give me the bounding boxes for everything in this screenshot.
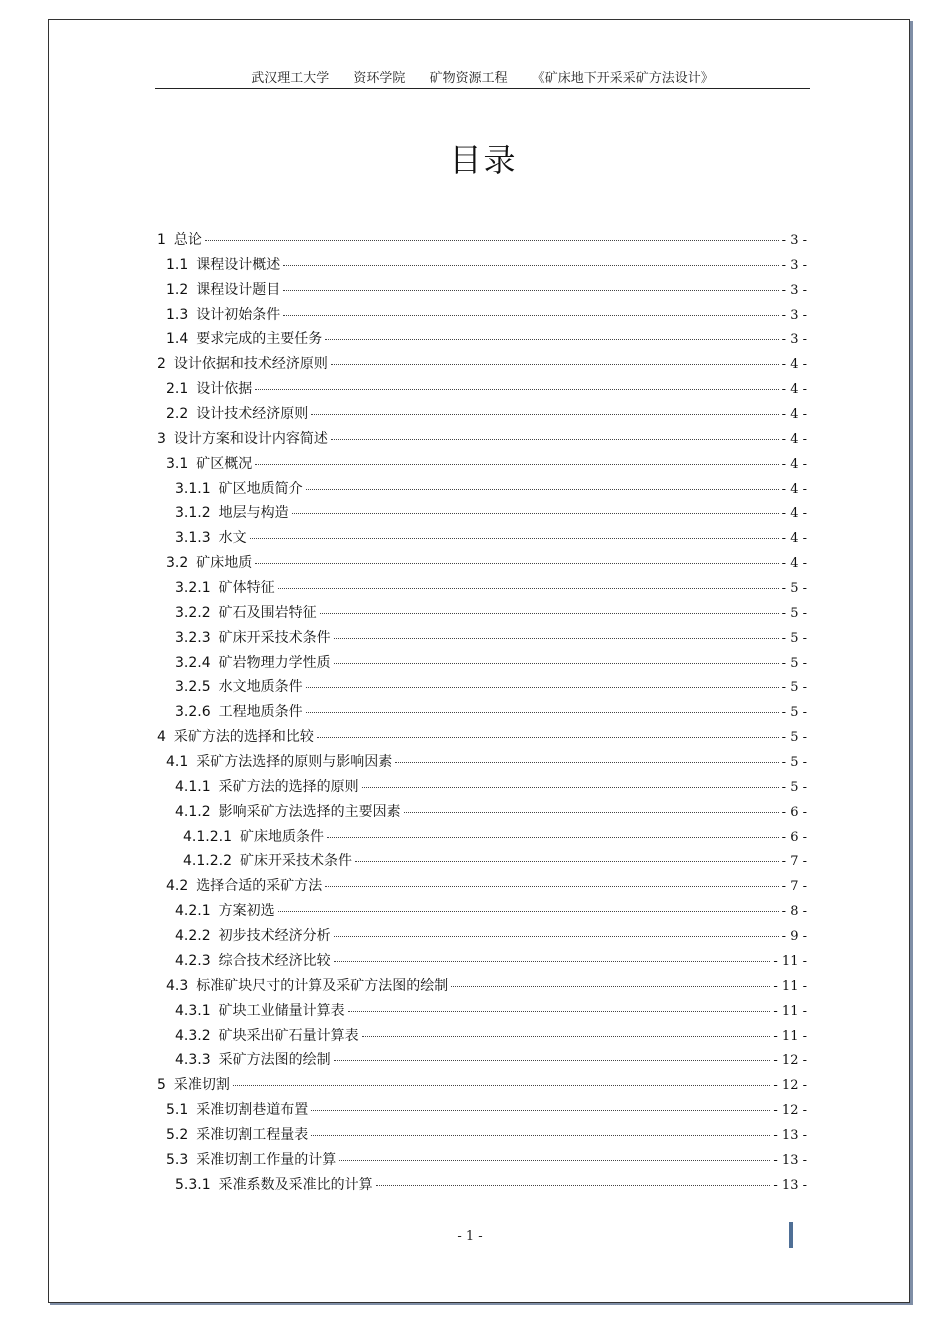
toc-dot-leader	[334, 1059, 771, 1061]
toc-entry-number: 1.4	[166, 331, 189, 348]
toc-dot-leader	[331, 363, 779, 365]
footer-accent-bar	[789, 1222, 793, 1248]
toc-entry-page: - 7 -	[781, 879, 807, 895]
toc-entry-number: 4.3.2	[175, 1027, 211, 1044]
toc-entry-label	[166, 751, 392, 771]
toc-dot-leader	[283, 314, 778, 316]
toc-entry[interactable]	[157, 751, 807, 776]
toc-entry[interactable]	[157, 850, 807, 875]
toc-entry[interactable]	[157, 875, 807, 900]
toc-entry-page: - 6 -	[781, 804, 807, 820]
toc-entry-title: 总论	[173, 232, 202, 248]
toc-entry-page: - 12 -	[773, 1078, 807, 1094]
toc-entry-title: 矿体特征	[218, 580, 275, 597]
toc-entry-title: 选择合适的采矿方法	[196, 878, 323, 895]
toc-entry[interactable]	[157, 502, 807, 527]
toc-entry-number: 1.1	[166, 256, 189, 273]
toc-entry-title: 矿床开采技术条件	[239, 853, 352, 870]
toc-entry-page: - 4 -	[781, 382, 807, 398]
toc-entry[interactable]	[157, 353, 807, 378]
toc-entry-label	[175, 801, 401, 821]
toc-entry-number: 4.3.3	[175, 1052, 211, 1069]
toc-entry[interactable]	[157, 1149, 807, 1174]
page-shadow-bottom	[50, 1303, 913, 1305]
toc-entry-label	[157, 428, 328, 448]
toc-entry-page: - 11 -	[773, 953, 807, 969]
toc-entry-title: 矿床地质	[196, 555, 253, 572]
toc-entry[interactable]	[157, 950, 807, 975]
toc-entry-number: 5.1	[166, 1102, 189, 1119]
running-header	[155, 70, 810, 89]
toc-entry-title: 矿区地质简介	[218, 480, 303, 497]
toc-entry[interactable]	[157, 552, 807, 577]
toc-dot-leader	[334, 662, 779, 664]
toc-entry-label	[175, 1025, 359, 1045]
toc-dot-leader	[306, 686, 779, 688]
toc-entry-number: 4.1.1	[175, 778, 211, 795]
toc-entry[interactable]	[157, 925, 807, 950]
toc-entry-page: - 3 -	[781, 282, 807, 298]
toc-entry-page: - 12 -	[773, 1103, 807, 1119]
toc-entry[interactable]	[157, 428, 807, 453]
toc-entry-title: 设计方案和设计内容简述	[173, 430, 328, 447]
toc-dot-leader	[205, 239, 779, 241]
toc-dot-leader	[325, 885, 778, 887]
toc-entry-page: - 7 -	[781, 854, 807, 870]
toc-entry-page: - 5 -	[781, 605, 807, 621]
toc-entry-label	[175, 1000, 345, 1020]
toc-entry[interactable]	[157, 776, 807, 801]
toc-entry-title: 采矿方法选择的原则与影响因素	[196, 754, 393, 771]
toc-entry[interactable]	[157, 1124, 807, 1149]
toc-entry-number: 4.1.2	[175, 803, 211, 820]
toc-dot-leader	[233, 1084, 770, 1086]
toc-entry-page: - 3 -	[781, 233, 807, 248]
toc-entry-page: - 3 -	[781, 257, 807, 273]
toc-entry[interactable]	[157, 652, 807, 677]
toc-entry-label	[175, 1174, 373, 1194]
toc-entry-page: - 13 -	[773, 1127, 807, 1143]
toc-entry-number: 1	[157, 232, 166, 248]
header-course: 《矿床地下开采采矿方法设计》	[531, 71, 714, 86]
toc-entry-label	[175, 701, 303, 721]
toc-entry-label	[175, 776, 359, 796]
toc-entry-label	[166, 403, 308, 423]
toc-entry[interactable]	[157, 403, 807, 428]
toc-entry-title: 设计技术经济原则	[196, 406, 309, 423]
toc-entry-label	[166, 378, 252, 398]
toc-dot-leader	[334, 637, 779, 639]
toc-dot-leader	[331, 438, 779, 440]
toc-entry-number: 3.2	[166, 555, 189, 572]
toc-entry-number: 5	[157, 1077, 166, 1094]
toc-entry-label	[157, 229, 202, 249]
toc-entry-page: - 4 -	[781, 506, 807, 522]
toc-entry-number: 4.1	[166, 754, 189, 771]
toc-entry-number: 4	[157, 729, 166, 746]
toc-entry-label	[166, 975, 448, 995]
header-school: 资环学院	[353, 71, 406, 86]
toc-dot-leader	[255, 562, 778, 564]
toc-entry-title: 采准切割巷道布置	[196, 1102, 309, 1119]
toc-dot-leader	[306, 488, 779, 490]
toc-entry-title: 综合技术经济比较	[218, 952, 331, 969]
toc-entry-title: 方案初选	[218, 903, 275, 920]
toc-entry-title: 矿床开采技术条件	[218, 629, 331, 646]
toc-entry-number: 3.2.5	[175, 679, 211, 696]
toc-entry-number: 3	[157, 430, 166, 447]
toc-entry-title: 课程设计概述	[196, 256, 281, 273]
toc-dot-leader	[348, 1010, 771, 1012]
toc-entry-label	[183, 850, 352, 870]
toc-entry-title: 设计依据	[196, 381, 253, 398]
toc-dot-leader	[362, 1035, 771, 1037]
toc-dot-leader	[255, 388, 778, 390]
toc-entry-label	[183, 826, 324, 846]
toc-entry-label	[175, 676, 303, 696]
toc-entry-title: 矿床地质条件	[239, 828, 324, 845]
toc-dot-leader	[278, 910, 779, 912]
toc-entry-number: 1.3	[166, 306, 189, 323]
toc-dot-leader	[311, 1134, 770, 1136]
toc-entry-title: 采矿方法图的绘制	[218, 1052, 331, 1069]
toc-entry[interactable]	[157, 577, 807, 602]
toc-entry-label	[166, 1124, 308, 1144]
toc-entry-number: 3.2.1	[175, 580, 211, 597]
toc-entry-number: 4.3.1	[175, 1002, 211, 1019]
toc-dot-leader	[311, 413, 778, 415]
toc-entry-page: - 5 -	[781, 581, 807, 597]
toc-entry-label	[175, 577, 275, 597]
toc-dot-leader	[278, 587, 779, 589]
toc-dot-leader	[283, 264, 778, 266]
toc-entry-number: 2	[157, 356, 166, 373]
toc-entry-number: 2.1	[166, 381, 189, 398]
toc-entry-label	[166, 304, 280, 324]
toc-entry-title: 影响采矿方法选择的主要因素	[218, 803, 401, 820]
toc-entry-page: - 5 -	[781, 779, 807, 795]
toc-entry-title: 初步技术经济分析	[218, 928, 331, 945]
toc-dot-leader	[376, 1184, 771, 1186]
toc-entry[interactable]	[157, 1074, 807, 1099]
toc-dot-leader	[283, 289, 778, 291]
toc-entry-page: - 13 -	[773, 1152, 807, 1168]
toc-entry-page: - 4 -	[781, 481, 807, 497]
toc-entry[interactable]	[157, 378, 807, 403]
toc-entry-page: - 8 -	[781, 904, 807, 920]
toc-entry-label	[166, 552, 252, 572]
toc-entry-label	[175, 627, 331, 647]
toc-entry-label	[166, 875, 322, 895]
toc-entry-label	[175, 950, 331, 970]
toc-entry-page: - 5 -	[781, 680, 807, 696]
toc-entry-page: - 4 -	[781, 357, 807, 373]
toc-entry-title: 水文	[218, 530, 247, 547]
toc-entry[interactable]	[157, 975, 807, 1000]
toc-entry-label	[166, 1099, 308, 1119]
toc-entry-page: - 4 -	[781, 456, 807, 472]
toc-entry-title: 矿岩物理力学性质	[218, 654, 331, 671]
toc-entry[interactable]	[157, 1174, 807, 1199]
toc-dot-leader	[325, 338, 778, 340]
toc-entry-number: 4.2.1	[175, 903, 211, 920]
toc-entry-number: 4.1.2.1	[183, 828, 232, 845]
toc-entry-label	[175, 527, 247, 547]
toc-dot-leader	[317, 736, 779, 738]
toc-entry-title: 地层与构造	[218, 505, 289, 522]
toc-dot-leader	[311, 1109, 770, 1111]
toc-entry[interactable]	[157, 478, 807, 503]
toc-dot-leader	[451, 985, 770, 987]
toc-entry-number: 4.2.2	[175, 928, 211, 945]
toc-entry[interactable]	[157, 676, 807, 701]
header-university: 武汉理工大学	[251, 71, 330, 86]
toc-entry-number: 4.2.3	[175, 952, 211, 969]
toc-entry-label	[175, 478, 303, 498]
toc-entry-page: - 4 -	[781, 431, 807, 447]
toc-entry-title: 采准切割	[173, 1077, 230, 1094]
toc-entry-title: 设计初始条件	[196, 306, 281, 323]
toc-entry[interactable]	[157, 453, 807, 478]
toc-entry-number: 1.2	[166, 281, 189, 298]
toc-entry-number: 4.2	[166, 878, 189, 895]
toc-entry[interactable]	[157, 701, 807, 726]
toc-dot-leader	[306, 711, 779, 713]
toc-entry-number: 4.3	[166, 977, 189, 994]
page-number: - 1 -	[457, 1229, 483, 1244]
toc-entry-label	[175, 1049, 331, 1069]
toc-entry[interactable]	[157, 328, 807, 353]
toc-dot-leader	[355, 860, 779, 862]
header-major: 矿物资源工程	[429, 71, 508, 86]
toc-entry[interactable]	[157, 527, 807, 552]
toc-dot-leader	[404, 811, 779, 813]
toc-entry-title: 矿区概况	[196, 455, 253, 472]
toc-entry-title: 水文地质条件	[218, 679, 303, 696]
toc-dot-leader	[255, 463, 778, 465]
toc-entry-label	[175, 925, 331, 945]
toc-entry-page: - 11 -	[773, 978, 807, 994]
toc-dot-leader	[334, 960, 771, 962]
toc-entry-page: - 11 -	[773, 1028, 807, 1044]
toc-entry-number: 3.2.6	[175, 704, 211, 721]
toc-entry-number: 3.2.2	[175, 604, 211, 621]
toc-dot-leader	[395, 761, 778, 763]
toc-entry[interactable]	[157, 254, 807, 279]
toc-entry-number: 5.3.1	[175, 1176, 211, 1193]
toc-entry-title: 设计依据和技术经济原则	[173, 356, 328, 373]
toc-entry-label	[166, 453, 252, 473]
toc-entry-label	[175, 602, 317, 622]
toc-entry-number: 4.1.2.2	[183, 853, 232, 870]
toc-entry[interactable]	[157, 1000, 807, 1025]
toc-entry[interactable]	[157, 602, 807, 627]
toc-entry-title: 采矿方法的选择和比较	[173, 729, 314, 746]
toc-entry-page: - 4 -	[781, 556, 807, 572]
toc-entry-label	[166, 1149, 336, 1169]
toc-entry-page: - 6 -	[781, 829, 807, 845]
toc-entry-page: - 5 -	[781, 755, 807, 771]
toc-entry-number: 3.1.2	[175, 505, 211, 522]
toc-entry-label	[175, 652, 331, 672]
toc-entry-label	[157, 353, 328, 373]
toc-entry-title: 标准矿块尺寸的计算及采矿方法图的绘制	[196, 977, 449, 994]
toc-entry[interactable]	[157, 900, 807, 925]
toc-entry-label	[157, 1074, 230, 1094]
toc-entry-title: 矿石及围岩特征	[218, 604, 317, 621]
toc-entry-title: 采准系数及采准比的计算	[218, 1176, 373, 1193]
toc-entry-title: 采准切割工作量的计算	[196, 1151, 337, 1168]
toc-entry-number: 3.2.4	[175, 654, 211, 671]
toc-entry-number: 5.3	[166, 1151, 189, 1168]
toc-entry-number: 2.2	[166, 406, 189, 423]
toc-entry-label	[166, 279, 280, 299]
toc-entry-page: - 4 -	[781, 531, 807, 547]
page-shadow-right	[910, 21, 913, 1305]
toc-entry-title: 矿块采出矿石量计算表	[218, 1027, 359, 1044]
toc-entry[interactable]	[157, 1049, 807, 1074]
toc-entry[interactable]	[157, 826, 807, 851]
toc-entry[interactable]	[157, 229, 807, 254]
toc-entry[interactable]	[157, 726, 807, 751]
toc-entry-page: - 5 -	[781, 630, 807, 646]
toc-entry[interactable]	[157, 279, 807, 304]
toc-entry-label	[175, 502, 289, 522]
toc-entry-label	[166, 328, 322, 348]
toc-entry-title: 采矿方法的选择的原则	[218, 778, 359, 795]
toc-entry-page: - 3 -	[781, 332, 807, 348]
toc-entry-page: - 9 -	[781, 929, 807, 945]
toc-entry-label	[157, 726, 314, 746]
page-title: 目录	[449, 141, 518, 179]
toc-entry-page: - 4 -	[781, 407, 807, 423]
table-of-contents	[157, 229, 807, 1199]
toc-entry-title: 课程设计题目	[196, 281, 281, 298]
toc-entry-label	[175, 900, 275, 920]
toc-entry-number: 3.2.3	[175, 629, 211, 646]
toc-entry[interactable]	[157, 801, 807, 826]
toc-entry-page: - 3 -	[781, 307, 807, 323]
toc-entry[interactable]	[157, 304, 807, 329]
toc-dot-leader	[327, 836, 779, 838]
toc-dot-leader	[334, 935, 779, 937]
toc-entry-title: 要求完成的主要任务	[196, 331, 323, 348]
toc-entry-page: - 5 -	[781, 730, 807, 746]
toc-entry-number: 3.1.3	[175, 530, 211, 547]
toc-entry[interactable]	[157, 1025, 807, 1050]
toc-entry-number: 5.2	[166, 1126, 189, 1143]
toc-entry-number: 3.1.1	[175, 480, 211, 497]
toc-entry-page: - 12 -	[773, 1053, 807, 1069]
toc-entry-label	[166, 254, 280, 274]
toc-entry-page: - 13 -	[773, 1177, 807, 1193]
toc-entry-page: - 5 -	[781, 655, 807, 671]
toc-entry[interactable]	[157, 627, 807, 652]
toc-entry-page: - 11 -	[773, 1003, 807, 1019]
toc-entry-title: 矿块工业储量计算表	[218, 1002, 345, 1019]
toc-dot-leader	[292, 512, 779, 514]
toc-dot-leader	[339, 1159, 770, 1161]
toc-dot-leader	[320, 612, 779, 614]
toc-entry[interactable]	[157, 1099, 807, 1124]
toc-entry-title: 工程地质条件	[218, 704, 303, 721]
toc-entry-title: 采准切割工程量表	[196, 1126, 309, 1143]
toc-dot-leader	[362, 786, 779, 788]
toc-entry-page: - 5 -	[781, 705, 807, 721]
toc-entry-number: 3.1	[166, 455, 189, 472]
toc-dot-leader	[250, 537, 779, 539]
